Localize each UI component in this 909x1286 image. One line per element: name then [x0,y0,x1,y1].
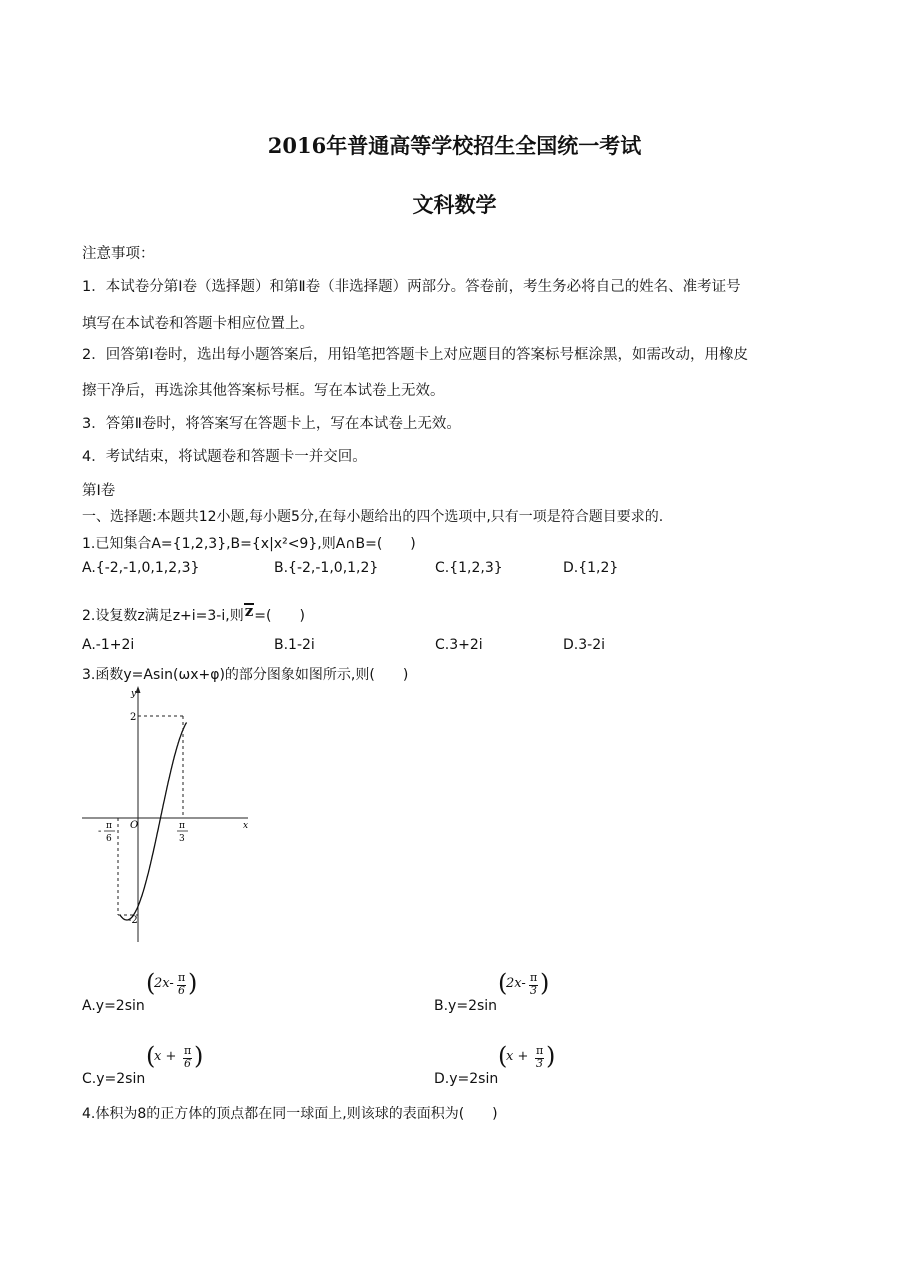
question-2-stem [82,603,305,625]
notice-item: 擦干净后，再选涂其他答案标号框。写在本试卷上无效。 [82,383,445,399]
notice-heading: 注意事项： [82,246,155,262]
x-left-sign: - [98,826,102,837]
q3-option-a-prefix: A.y=2sin [82,998,145,1014]
notice-item: 1．本试卷分第Ⅰ卷（选择题）和第Ⅱ卷（非选择题）两部分。答卷前，考生务必将自己的姓名、准考证号 [82,279,741,295]
x-axis-label: x [243,821,249,831]
q2-option-c: C.3+2i [435,637,483,653]
x-right-num: π [179,821,185,831]
notice-item: 填写在本试卷和答题卡相应位置上。 [82,316,314,332]
sine-graph [80,684,260,946]
notice-item: 3．答第Ⅱ卷时，将答案写在答题卡上，写在本试卷上无效。 [82,416,461,432]
x-left-den: 6 [106,834,112,844]
y-min-label: -2 [128,915,138,926]
q1-option-c: C.{1,2,3} [435,560,503,576]
x-left-num: π [106,821,112,831]
exam-title: 2016年普通高等学校招生全国统一考试 [267,133,642,158]
question-3-stem: 3.函数y=Asin(ωx+φ)的部分图象如图所示,则( ) [82,667,409,683]
exam-subtitle: 文科数学 [412,192,497,217]
y-axis-arrow [136,686,141,693]
y-axis-label: y [131,689,137,699]
q2-option-d: D.3-2i [563,637,605,653]
q1-option-a: A.{-2,-1,0,1,2,3} [82,560,200,576]
notice-item: 4．考试结束，将试题卷和答题卡一并交回。 [82,449,367,465]
q1-option-d: D.{1,2} [563,560,619,576]
q2-stem-pre: 2.设复数z满足z+i=3-i,则 [82,608,244,624]
q2-stem-post: =( ) [254,608,305,624]
q3-option-d-prefix: D.y=2sin [434,1071,499,1087]
q2-option-b: B.1-2i [274,637,315,653]
q2-option-a: A.-1+2i [82,637,135,653]
q1-option-b: B.{-2,-1,0,1,2} [274,560,379,576]
z-bar: z [244,602,254,620]
question-1-stem: 1.已知集合A={1,2,3},B={x|x²<9},则A∩B=( ) [82,536,416,552]
y-max-label: 2 [130,712,137,723]
notice-item: 2．回答第Ⅰ卷时，选出每小题答案后，用铅笔把答题卡上对应题目的答案标号框涂黑，如需改动，用橡皮 [82,347,748,363]
question-4-stem: 4.体积为8的正方体的顶点都在同一球面上,则该球的表面积为( ) [82,1106,498,1122]
q3-option-c-prefix: C.y=2sin [82,1071,146,1087]
x-right-den: 3 [179,834,185,844]
section-heading: 一、选择题:本题共12小题,每小题5分,在每小题给出的四个选项中,只有一项是符合题目要求的. [82,509,664,525]
origin-label: O [130,820,139,831]
q3-option-b-prefix: B.y=2sin [434,998,498,1014]
part-label: 第Ⅰ卷 [82,483,116,499]
